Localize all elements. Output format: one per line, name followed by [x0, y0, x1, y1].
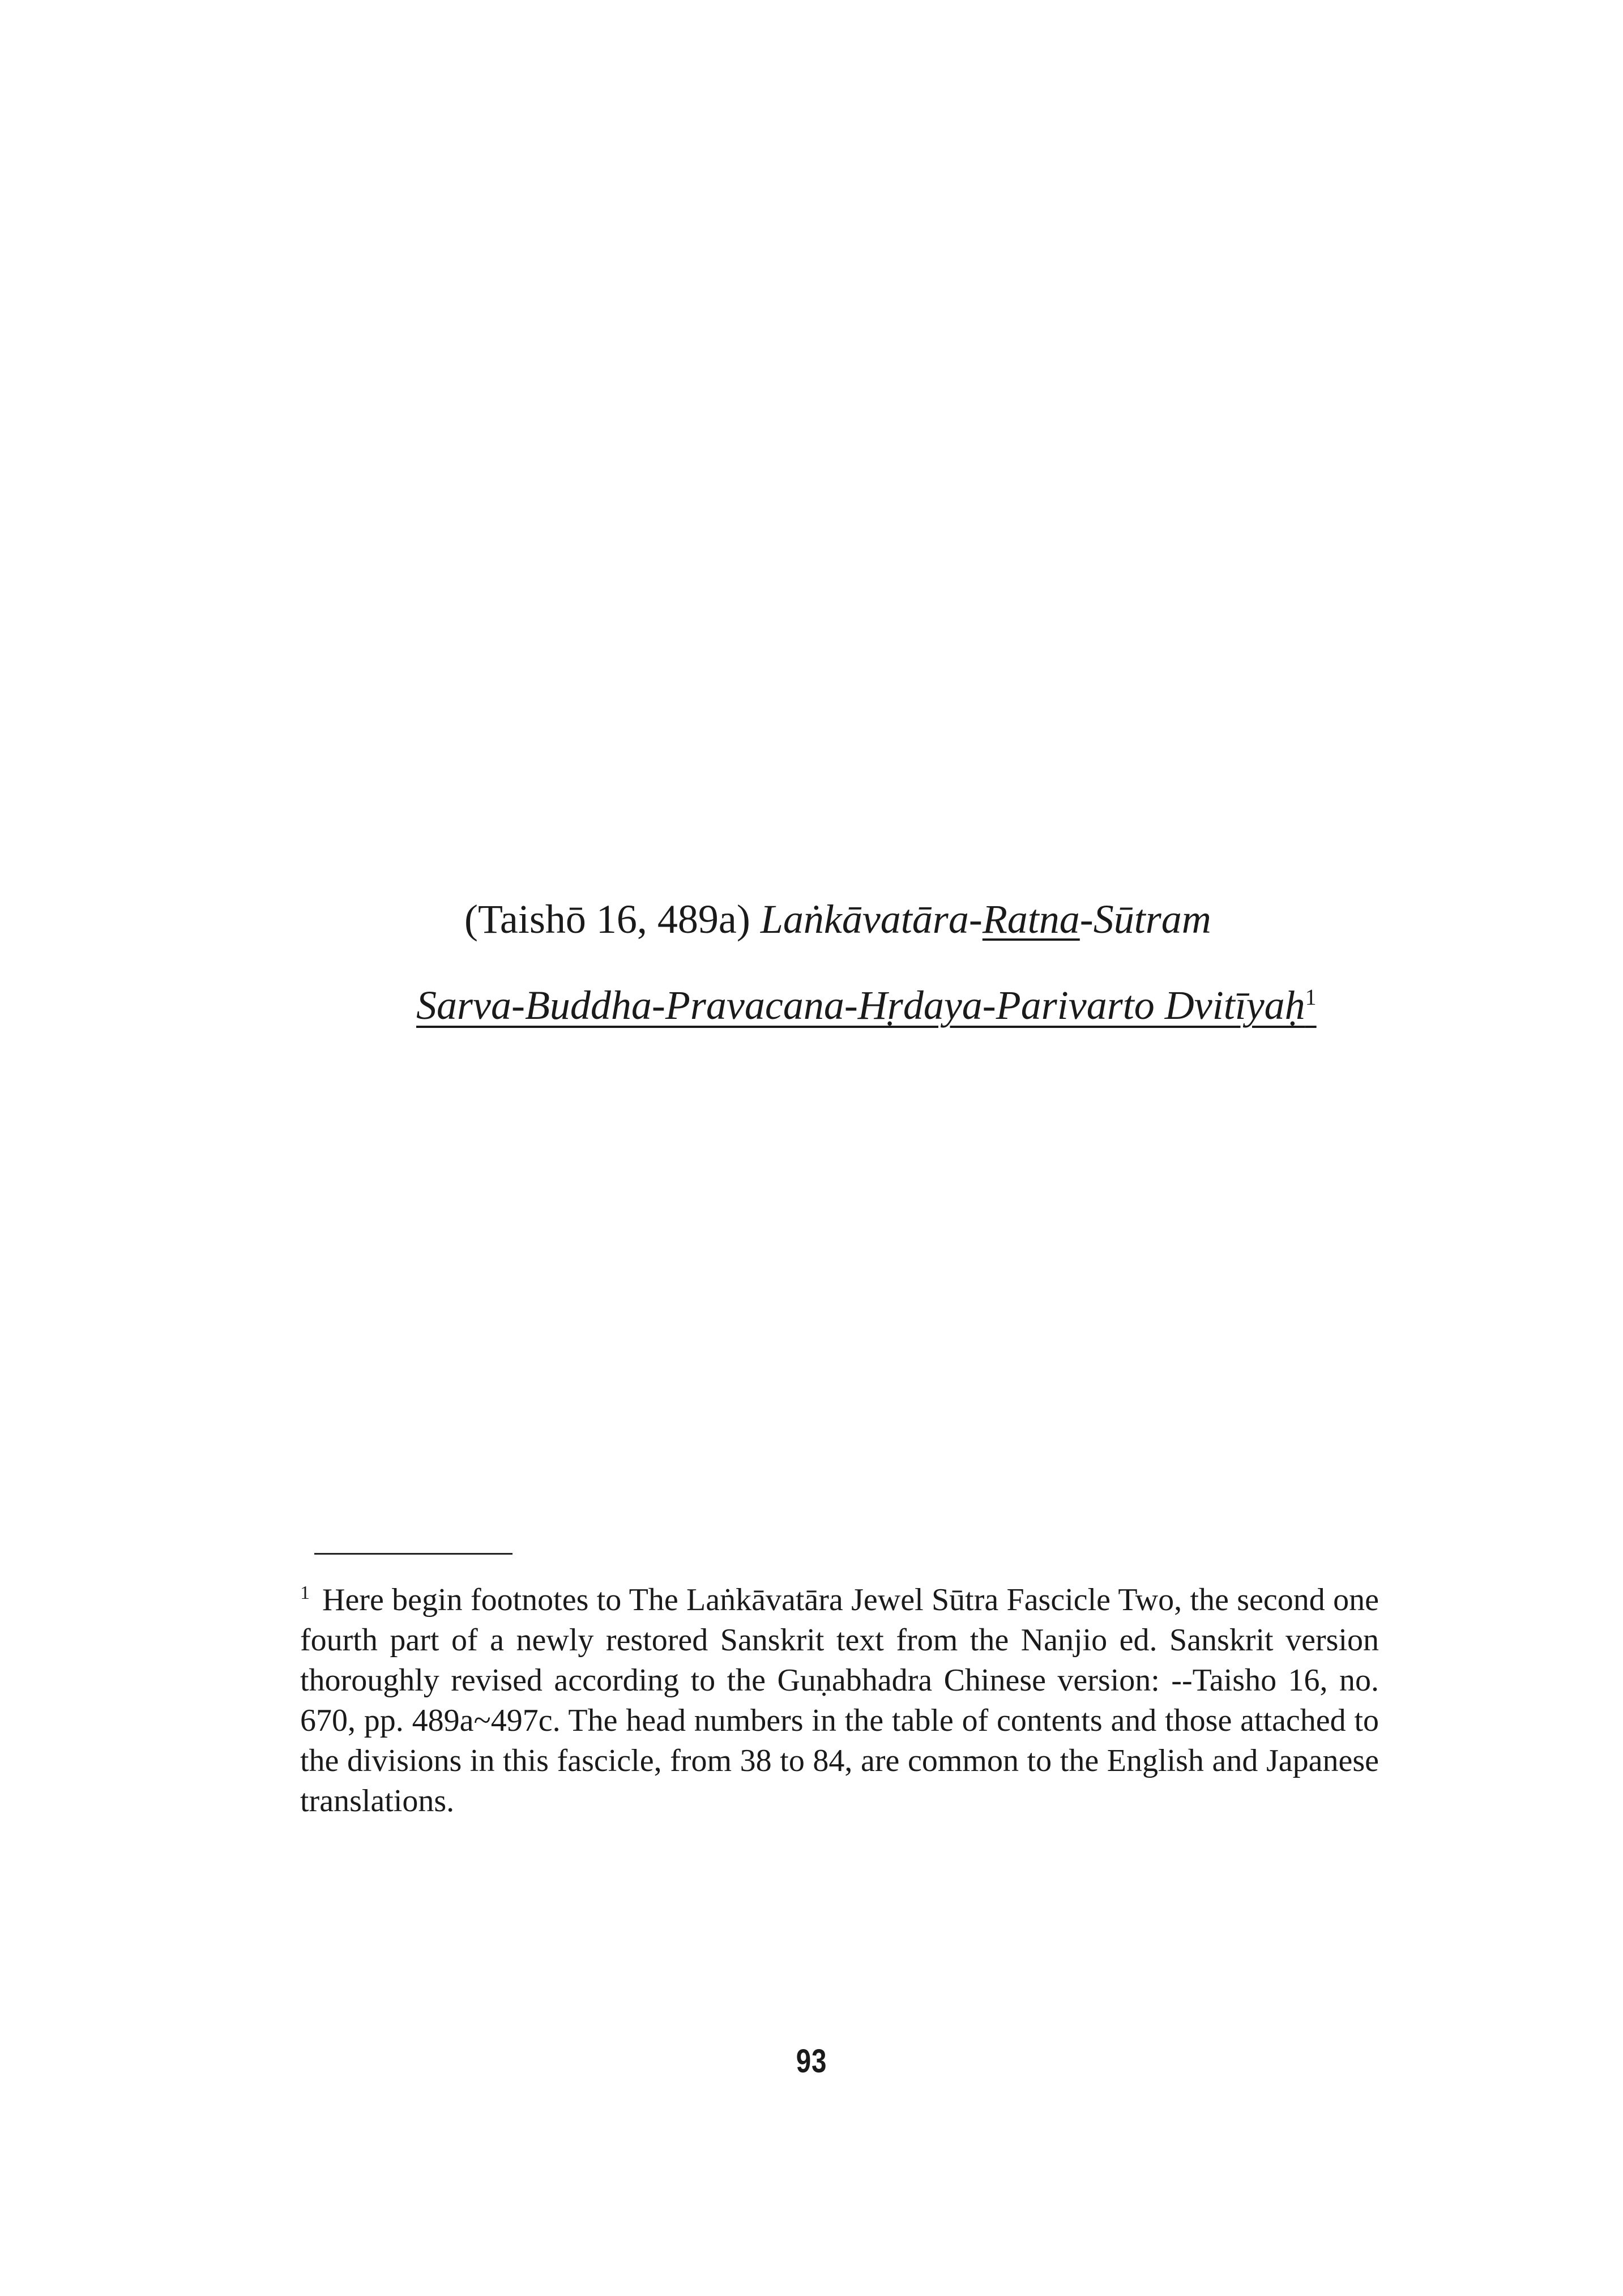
footnote-reference-mark: 1 — [1305, 984, 1317, 1010]
page-number: 93 — [796, 2043, 827, 2080]
sutra-name — [761, 897, 1211, 942]
footnote-text: Here begin footnotes to The Laṅkāvatāra Jewel Sūtra Fascicle Two, the second one fourth part of a newly restored Sanskrit text from the Nanjio ed. Sanskrit version thoroughly revised according to the Guṇabhadra Chinese version: --Taisho 16, no. 670, pp. 489a~497c. The head numbers in the table of contents and those attached to the divisions in this fascicle, from 38 to 84, are common to the English and Japanese translations. — [300, 1582, 1379, 1819]
sutra-name-underlined-part: Ratna — [982, 897, 1080, 942]
footnote — [300, 1580, 1379, 1821]
footnote-number: 1 — [300, 1582, 310, 1604]
taisho-reference: (Taishō 16, 489a) — [464, 897, 750, 942]
chapter-title-line-1 — [464, 892, 1211, 946]
sutra-name-part-1: Laṅkāvatāra- — [760, 897, 983, 942]
sutra-name-part-2: -Sūtram — [1079, 897, 1211, 942]
chapter-subtitle: Sarva-Buddha-Pravacana-Hṛdaya-Parivarto Dvitīyaḥ — [416, 983, 1305, 1028]
chapter-title-line-2 — [416, 978, 1317, 1032]
footnote-separator — [314, 1553, 512, 1555]
